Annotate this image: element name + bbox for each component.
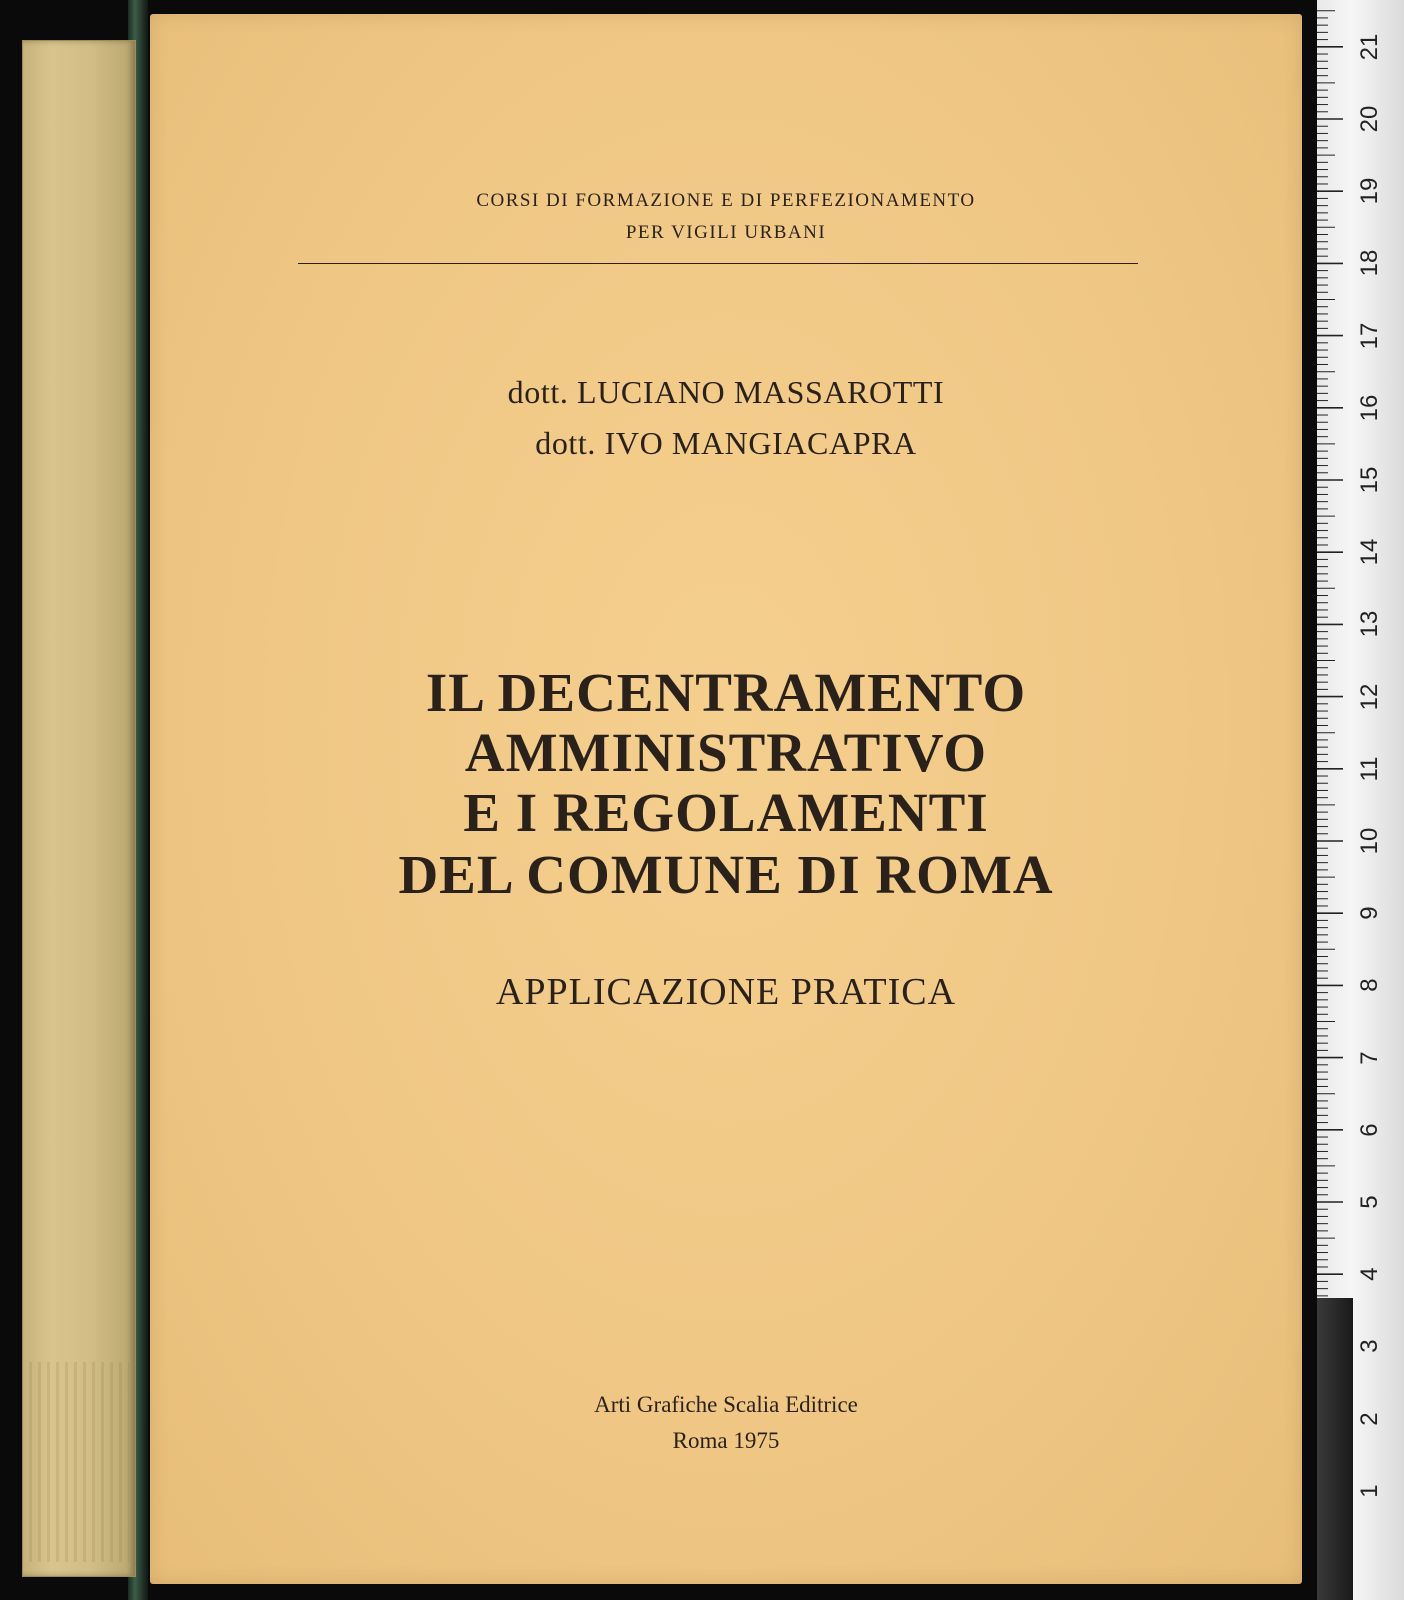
ruler-cm-label: 15 [1356,466,1383,494]
ruler-cm-label: 6 [1356,1123,1383,1137]
book-title-line-4: DEL COMUNE DI ROMA [398,844,1054,905]
author-name-1: dott. LUCIANO MASSAROTTI [507,374,945,410]
back-book-spine [22,40,136,1577]
divider-rule [298,263,1138,264]
ruler-cm-label: 5 [1356,1195,1383,1209]
ruler-cm-label: 11 [1356,756,1383,782]
ruler-cm-label: 9 [1356,906,1383,920]
spine-wear-texture [29,1362,129,1562]
ruler-cm-label: 12 [1356,683,1383,710]
book-title-line-1: IL DECENTRAMENTO [425,662,1027,723]
ruler-cm-label: 1 [1356,1484,1383,1498]
author-name-2: dott. IVO MANGIACAPRA [535,425,917,461]
publication-place-year: Roma 1975 [672,1428,780,1453]
book-title-line-2: AMMINISTRATIVO [464,722,988,783]
ruler-cm-label: 20 [1356,105,1383,133]
ruler-cm-label: 21 [1356,33,1383,61]
ruler-cm-label: 19 [1356,177,1383,205]
ruler-cm-label: 10 [1356,827,1383,855]
ruler-cm-label: 16 [1356,394,1383,422]
ruler-cm-label: 17 [1356,322,1383,349]
publisher-name: Arti Grafiche Scalia Editrice [594,1392,858,1417]
ruler-cm-label: 7 [1356,1050,1383,1065]
book-subtitle: APPLICAZIONE PRATICA [495,971,957,1013]
series-title-line-2: PER VIGILI URBANI [625,222,827,243]
ruler-shadow [1317,1298,1353,1600]
book-cover [150,14,1302,1584]
ruler-cm-label: 2 [1356,1411,1383,1426]
ruler-cm-label: 8 [1356,978,1383,993]
ruler-cm-label: 14 [1356,538,1383,566]
ruler-cm-label: 18 [1356,250,1383,277]
ruler-cm-label: 13 [1356,611,1383,638]
series-title-line-1: CORSI DI FORMAZIONE E DI PERFEZIONAMENTO [476,190,976,211]
book-title-line-3: E I REGOLAMENTI [463,782,989,843]
cover-content [150,14,1302,1584]
ruler-cm-label: 3 [1356,1339,1383,1354]
ruler-cm-label: 4 [1356,1267,1383,1281]
